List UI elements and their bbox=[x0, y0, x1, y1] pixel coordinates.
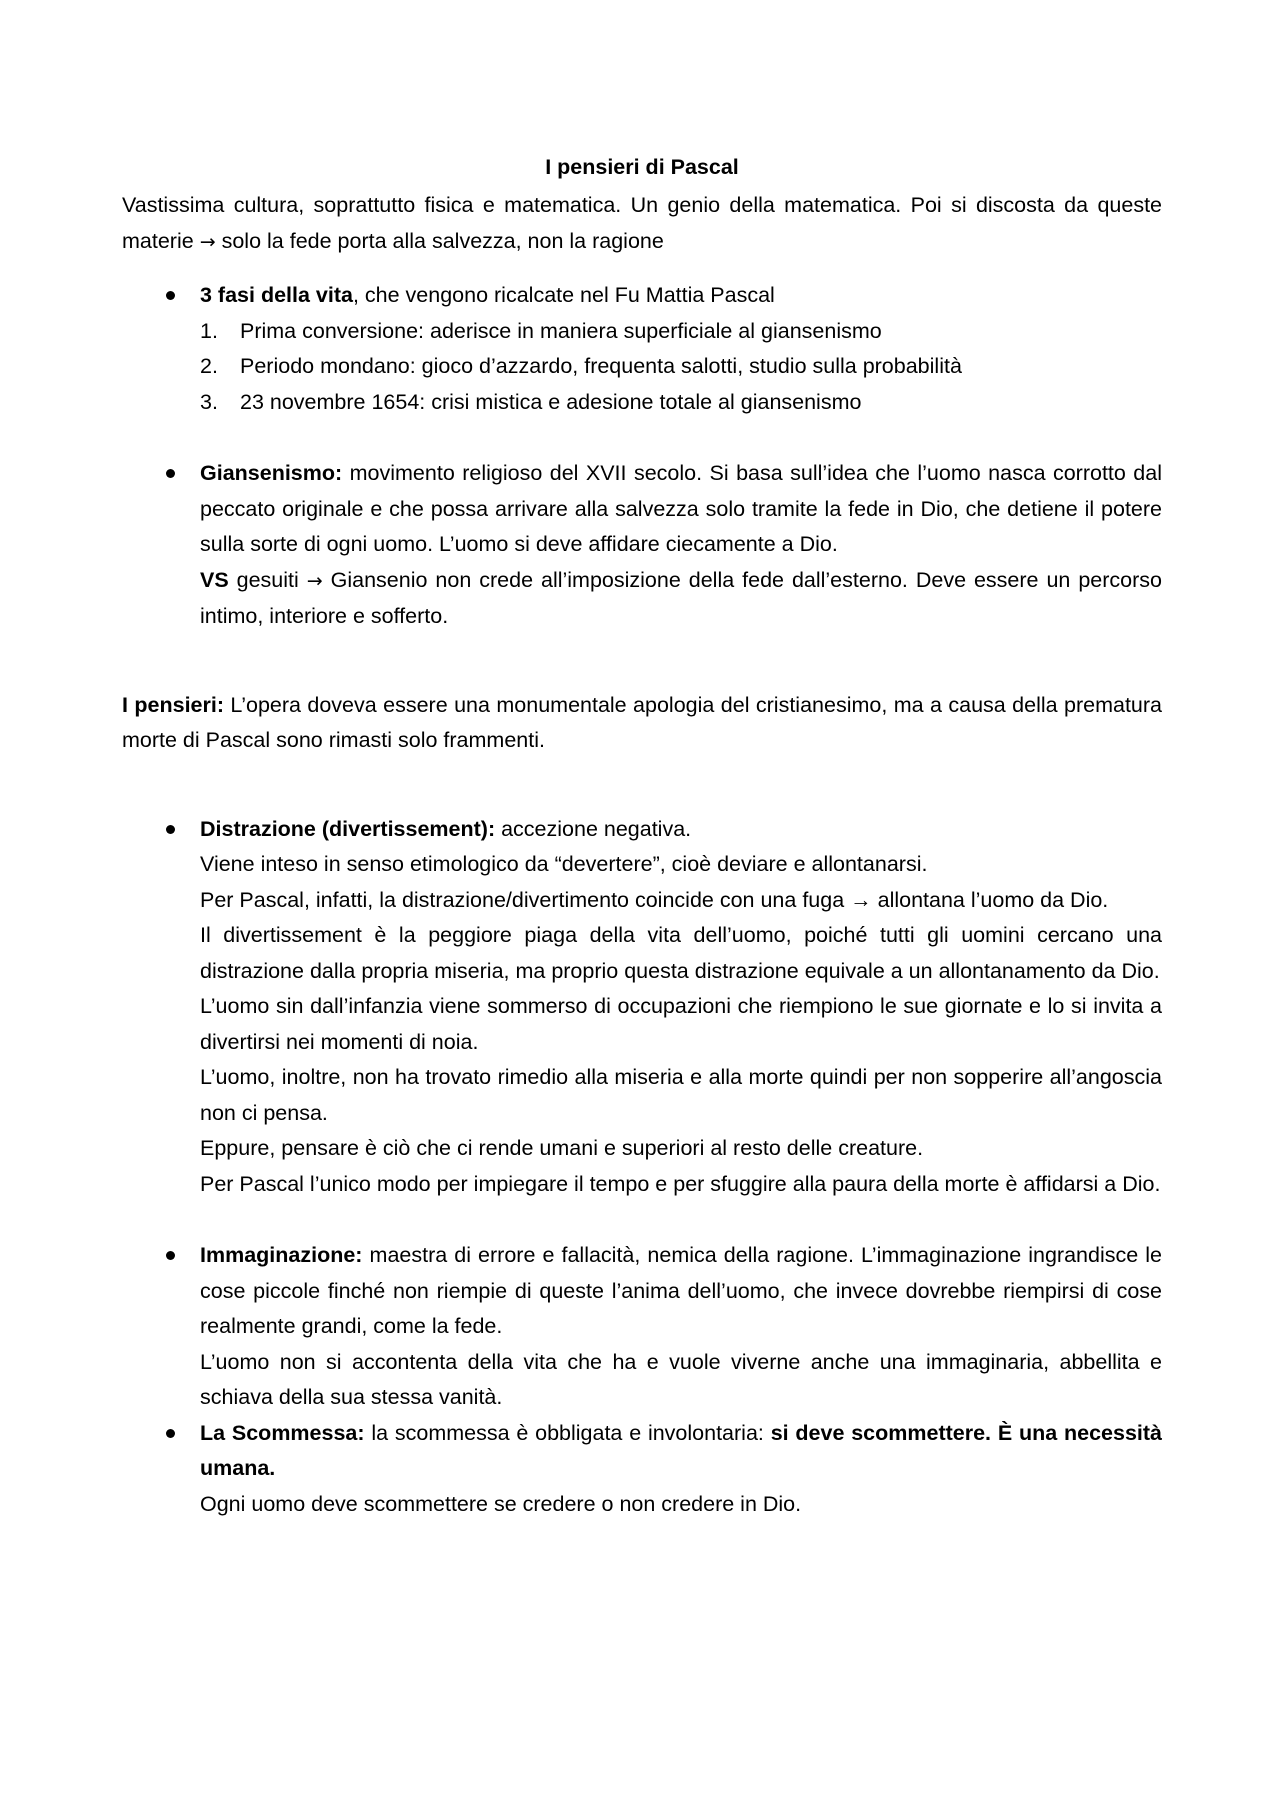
immaginazione-heading: Immaginazione: bbox=[200, 1243, 363, 1267]
document-title: I pensieri di Pascal bbox=[545, 155, 739, 179]
bullet-icon bbox=[166, 825, 175, 834]
vs-text-2: Giansenio non crede all’imposizione della fede dall’esterno. Deve essere un percorso intimo, interiore e sofferto. bbox=[200, 567, 1162, 628]
vs-label: VS bbox=[200, 567, 229, 592]
bullet-icon bbox=[166, 291, 175, 300]
fase-item bbox=[200, 314, 1162, 350]
bullet-icon bbox=[166, 1251, 175, 1260]
fase-number: 1. bbox=[200, 318, 218, 343]
distrazione-line: Il divertissement è la peggiore piaga della vita dell’uomo, poiché tutti gli uomini cercano una distrazione dalla propria miseria, ma proprio questa distrazione equivale a un allontanamento da Dio. bbox=[200, 923, 1162, 983]
scommessa-line-2: Ogni uomo deve scommettere se credere o non credere in Dio. bbox=[200, 1491, 802, 1516]
scommessa-emphasis: si deve scommettere. È una necessità umana. bbox=[200, 1420, 1162, 1480]
bullet-fasi bbox=[122, 278, 1162, 420]
bullet-giansenismo bbox=[122, 456, 1162, 635]
fase-text: Prima conversione: aderisce in maniera superficiale al giansenismo bbox=[240, 318, 882, 343]
vs-text-1: gesuiti bbox=[228, 567, 307, 592]
distrazione-line: L’uomo sin dall’infanzia viene sommerso di occupazioni che riempiono le sue giornate e lo si invita a divertirsi nei momenti di noia. bbox=[200, 994, 1162, 1054]
distrazione-line: L’uomo, inoltre, non ha trovato rimedio alla miseria e alla morte quindi per non sopperire all’angoscia non ci pensa. bbox=[200, 1065, 1162, 1125]
distrazione-text: accezione negativa. bbox=[495, 816, 692, 841]
bullet-immaginazione bbox=[122, 1238, 1162, 1416]
scommessa-heading: La Scommessa: bbox=[200, 1420, 365, 1445]
arrow-right-icon: → bbox=[199, 230, 216, 253]
pensieri-heading: I pensieri: bbox=[122, 692, 225, 717]
immaginazione-line-2: L’uomo non si accontenta della vita che ha e vuole viverne anche una immaginaria, abbellita e schiava della sua stessa vanità. bbox=[200, 1349, 1162, 1409]
giansenismo-heading: Giansenismo: bbox=[200, 461, 343, 485]
pensieri-topics-list bbox=[122, 812, 1162, 1523]
pensieri-text: L’opera doveva essere una monumentale apologia del cristianesimo, ma a causa della prematura morte di Pascal sono rimasti solo frammenti. bbox=[122, 692, 1163, 752]
spacer bbox=[122, 1202, 1162, 1238]
giansenismo-list bbox=[122, 456, 1162, 635]
intro-text-2: solo la fede porta alla salvezza, non la ragione bbox=[221, 228, 664, 253]
arrow-right-icon: → bbox=[306, 569, 323, 592]
bullet-distrazione bbox=[122, 812, 1162, 1203]
fase-text: Periodo mondano: gioco d’azzardo, frequenta salotti, studio sulla probabilità bbox=[240, 354, 962, 378]
fase-item bbox=[200, 385, 1162, 421]
giansenismo-text: movimento religioso del XVII secolo. Si basa sull’idea che l’uomo nasca corrotto dal peccato originale e che possa arrivare alla salvezza solo tramite la fede in Dio, che detiene il potere sulla sorte di ogni uomo. L’uomo si deve affidare ciecamente a Dio. bbox=[200, 461, 1162, 556]
bullet-icon bbox=[166, 469, 175, 478]
fasi-heading: 3 fasi della vita bbox=[200, 283, 353, 307]
distrazione-heading: Distrazione (divertissement): bbox=[200, 816, 496, 841]
fasi-numbered-list bbox=[200, 314, 1162, 421]
fasi-list bbox=[122, 278, 1162, 420]
distrazione-line: Per Pascal l’unico modo per impiegare il tempo e per sfuggire alla paura della morte è affidarsi a Dio. bbox=[200, 1171, 1161, 1196]
fase-number: 2. bbox=[200, 354, 218, 378]
intro-text-1: Vastissima cultura, soprattutto fisica e matematica. Un genio della matematica. Poi si discosta da queste materie bbox=[122, 193, 1162, 253]
fasi-text: , che vengono ricalcate nel Fu Mattia Pascal bbox=[352, 283, 775, 307]
distrazione-line: Viene inteso in senso etimologico da “devertere”, cioè deviare e allontanarsi. bbox=[200, 852, 928, 876]
distrazione-line: Eppure, pensare è ciò che ci rende umani e superiori al resto delle creature. bbox=[200, 1136, 924, 1160]
fase-text: 23 novembre 1654: crisi mistica e adesione totale al giansenismo bbox=[240, 389, 862, 414]
distrazione-line: Per Pascal, infatti, la distrazione/divertimento coincide con una fuga → allontana l’uomo da Dio. bbox=[200, 887, 1109, 912]
pensieri-paragraph bbox=[122, 688, 1162, 759]
fase-item bbox=[200, 349, 1162, 385]
bullet-icon bbox=[166, 1429, 175, 1438]
intro-paragraph bbox=[122, 188, 1162, 260]
fase-number: 3. bbox=[200, 389, 218, 414]
document-page bbox=[122, 150, 1162, 1522]
bullet-scommessa bbox=[122, 1416, 1162, 1523]
scommessa-text: la scommessa è obbligata e involontaria: bbox=[364, 1420, 771, 1445]
immaginazione-text: maestra di errore e fallacità, nemica della ragione. L’immaginazione ingrandisce le cose piccole finché non riempie di queste l’anima dell’uomo, che invece dovrebbe riempirsi di cose realmente grandi, come la fede. bbox=[200, 1243, 1162, 1338]
